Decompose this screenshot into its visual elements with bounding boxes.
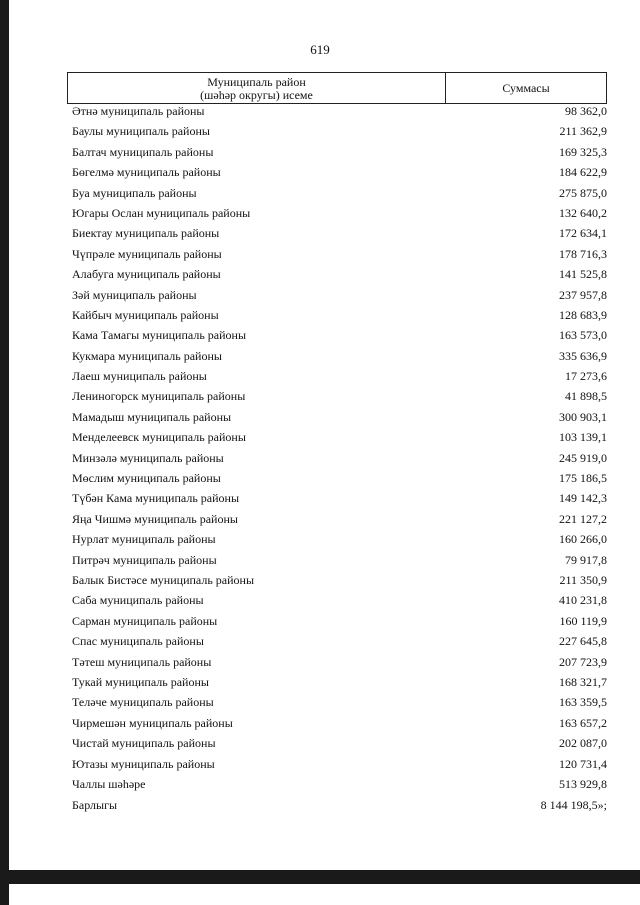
table-row xyxy=(72,369,607,389)
row-value: 335 636,9 xyxy=(559,348,607,363)
row-name: Лаеш муниципаль районы xyxy=(72,369,207,384)
row-name: Түбән Кама муниципаль районы xyxy=(72,491,240,506)
table-row xyxy=(72,614,607,634)
row-name: Питрәч муниципаль районы xyxy=(72,552,217,567)
row-name: Кукмара муниципаль районы xyxy=(72,348,222,363)
row-value: 160 266,0 xyxy=(559,532,607,547)
row-name: Чаллы шәһәре xyxy=(72,776,146,791)
table-row xyxy=(72,532,607,552)
header-name-column xyxy=(68,73,446,103)
table-row xyxy=(72,226,607,246)
table-row xyxy=(72,124,607,144)
row-name: Теләче муниципаль районы xyxy=(72,695,214,710)
table-row xyxy=(72,206,607,226)
row-value: 178 716,3 xyxy=(559,246,607,261)
row-name: Мөслим муниципаль районы xyxy=(72,471,221,486)
row-value: 132 640,2 xyxy=(559,205,607,220)
row-name: Баулы муниципаль районы xyxy=(72,124,210,139)
table-row xyxy=(72,512,607,532)
row-value: 211 362,9 xyxy=(559,124,607,139)
table-row xyxy=(72,145,607,165)
table-row xyxy=(72,410,607,430)
row-name: Кайбыч муниципаль районы xyxy=(72,307,219,322)
row-name: Ютазы муниципаль районы xyxy=(72,756,215,771)
table-row xyxy=(72,736,607,756)
row-value: 202 087,0 xyxy=(559,736,607,751)
scan-bottom-edge xyxy=(9,870,640,884)
table-row xyxy=(72,389,607,409)
row-name: Балтач муниципаль районы xyxy=(72,144,214,159)
row-value: 149 142,3 xyxy=(559,491,607,506)
row-name: Чүпрәле муниципаль районы xyxy=(72,246,222,261)
page-number: 619 xyxy=(310,42,330,57)
row-name: Мамадыш муниципаль районы xyxy=(72,409,232,424)
row-value: 245 919,0 xyxy=(559,450,607,465)
row-name: Саба муниципаль районы xyxy=(72,593,204,608)
table-row xyxy=(72,634,607,654)
table-row xyxy=(72,491,607,511)
row-value: 207 723,9 xyxy=(559,654,607,669)
table-row xyxy=(72,695,607,715)
table-body xyxy=(72,104,607,797)
row-value: 120 731,4 xyxy=(559,756,607,771)
row-name: Бөгелмә муниципаль районы xyxy=(72,165,221,180)
table-row xyxy=(72,267,607,287)
row-name: Чистай муниципаль районы xyxy=(72,736,216,751)
row-value: 275 875,0 xyxy=(559,185,607,200)
row-value: 168 321,7 xyxy=(559,674,607,689)
total-value: 8 144 198,5»; xyxy=(540,798,607,812)
scan-left-edge xyxy=(0,0,9,905)
row-value: 41 898,5 xyxy=(565,389,607,404)
row-value: 141 525,8 xyxy=(559,267,607,282)
table-row xyxy=(72,716,607,736)
table-row xyxy=(72,104,607,124)
row-name: Алабуга муниципаль районы xyxy=(72,267,221,282)
table-row xyxy=(72,553,607,573)
row-name: Минзәлә муниципаль районы xyxy=(72,450,224,465)
table-row xyxy=(72,757,607,777)
row-name: Кама Тамагы муниципаль районы xyxy=(72,328,247,343)
row-value: 184 622,9 xyxy=(559,165,607,180)
table-row xyxy=(72,675,607,695)
row-name: Әтнә муниципаль районы xyxy=(72,104,205,118)
table-row xyxy=(72,573,607,593)
total-row xyxy=(72,798,607,813)
table-row xyxy=(72,165,607,185)
table-row xyxy=(72,777,607,797)
table-row xyxy=(72,186,607,206)
row-name: Чирмешән муниципаль районы xyxy=(72,715,233,730)
table-row xyxy=(72,247,607,267)
table-header xyxy=(67,72,607,104)
table-row xyxy=(72,328,607,348)
row-value: 221 127,2 xyxy=(559,511,607,526)
table-row xyxy=(72,288,607,308)
row-value: 300 903,1 xyxy=(559,409,607,424)
row-name: Биектау муниципаль районы xyxy=(72,226,220,241)
row-name: Спас муниципаль районы xyxy=(72,634,204,649)
table-row xyxy=(72,451,607,471)
row-value: 169 325,3 xyxy=(559,144,607,159)
table-row xyxy=(72,308,607,328)
header-name-line2: (шәһәр округы) исеме xyxy=(200,88,313,102)
row-value: 17 273,6 xyxy=(565,369,607,384)
row-value: 513 929,8 xyxy=(559,776,607,791)
row-value: 211 350,9 xyxy=(559,572,607,587)
table-row xyxy=(72,430,607,450)
row-name: Буа муниципаль районы xyxy=(72,185,197,200)
table-row xyxy=(72,471,607,491)
row-name: Нурлат муниципаль районы xyxy=(72,532,216,547)
table-row xyxy=(72,349,607,369)
row-value: 237 957,8 xyxy=(559,287,607,302)
row-value: 98 362,0 xyxy=(565,104,607,118)
row-value: 172 634,1 xyxy=(559,226,607,241)
row-name: Сарман муниципаль районы xyxy=(72,613,218,628)
header-sum-column: Суммасы xyxy=(502,81,550,95)
table-row xyxy=(72,593,607,613)
row-name: Яңа Чишмә муниципаль районы xyxy=(72,511,238,526)
row-value: 103 139,1 xyxy=(559,430,607,445)
row-value: 410 231,8 xyxy=(559,593,607,608)
row-value: 163 359,5 xyxy=(559,695,607,710)
total-label: Барлыгы xyxy=(72,798,118,812)
row-name: Югары Ослан муниципаль районы xyxy=(72,205,251,220)
row-name: Тукай муниципаль районы xyxy=(72,674,209,689)
row-value: 163 573,0 xyxy=(559,328,607,343)
row-name: Тәтеш муниципаль районы xyxy=(72,654,212,669)
row-name: Балык Бистәсе муниципаль районы xyxy=(72,572,255,587)
row-value: 79 917,8 xyxy=(565,552,607,567)
row-name: Лениногорск муниципаль районы xyxy=(72,389,246,404)
header-name-line1: Муниципаль район xyxy=(207,75,306,89)
row-value: 227 645,8 xyxy=(559,634,607,649)
row-value: 163 657,2 xyxy=(559,715,607,730)
table-row xyxy=(72,655,607,675)
row-name: Зәй муниципаль районы xyxy=(72,287,197,302)
row-value: 128 683,9 xyxy=(559,307,607,322)
row-value: 175 186,5 xyxy=(559,471,607,486)
row-value: 160 119,9 xyxy=(559,613,607,628)
row-name: Менделеевск муниципаль районы xyxy=(72,430,246,445)
